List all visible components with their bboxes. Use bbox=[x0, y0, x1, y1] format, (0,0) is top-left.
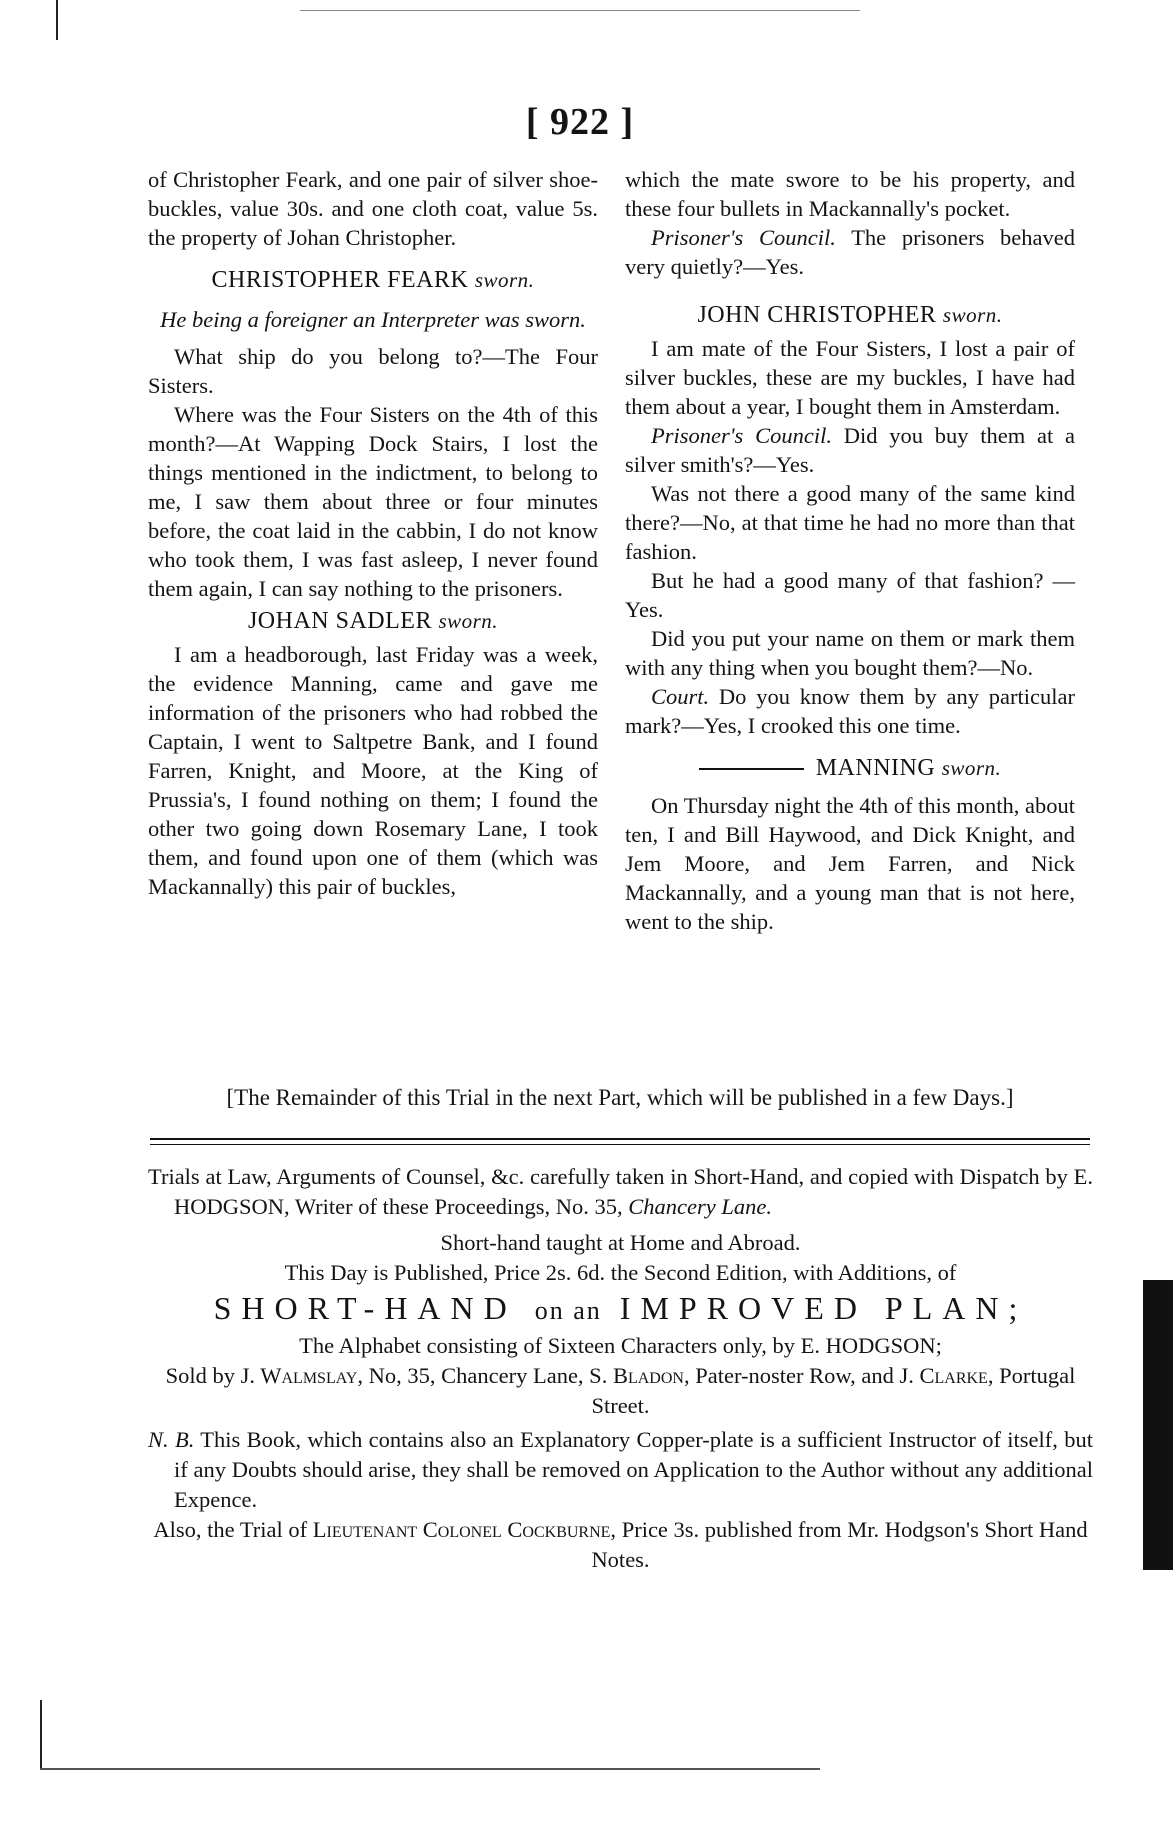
page-number: [ 922 ] bbox=[525, 101, 635, 143]
question-text: Did you buy them at a silver smith's?—Yes. bbox=[625, 423, 1075, 477]
services-address: Chancery Lane. bbox=[628, 1194, 772, 1219]
book-title bbox=[148, 1288, 1093, 1331]
testimony-paragraph: Did you put your name on them or mark them with any thing when you bought them?—No. bbox=[625, 626, 1075, 680]
witness-name: CHRISTOPHER FEARK bbox=[211, 267, 469, 293]
trial-name: Lieutenant Colonel Cockburne, bbox=[312, 1517, 617, 1542]
sold-text: No, 35, Chancery Lane, S. bbox=[368, 1363, 608, 1388]
seller-name: J. Walmslay, bbox=[240, 1363, 363, 1388]
right-opening-text: which the mate swore to be his property, and these four bullets in Mackannally's pocket. bbox=[625, 167, 1075, 221]
scan-edge-mark bbox=[40, 1700, 42, 1770]
interpreter-note: He being a foreigner an Interpreter was sworn. bbox=[160, 307, 586, 332]
blank-name-dash bbox=[699, 768, 804, 770]
sold-by-line bbox=[148, 1361, 1093, 1421]
testimony-paragraph: But he had a good many of that fashion? —Yes. bbox=[625, 568, 1075, 622]
advertisement-block bbox=[148, 1162, 1093, 1575]
divider-rule bbox=[150, 1144, 1090, 1145]
nota-bene-paragraph bbox=[148, 1425, 1093, 1515]
witness-name: JOHAN SADLER bbox=[247, 608, 432, 634]
seller-name: Clarke, bbox=[919, 1363, 994, 1388]
published-line: This Day is Published, Price 2s. 6d. the Second Edition, with Additions, of bbox=[284, 1260, 957, 1285]
book-title-part1: SHORT-HAND bbox=[213, 1290, 517, 1326]
left-opening-text: of Christopher Feark, and one pair of silver shoe-buckles, value 30s. and one cloth coat, value 5s. the property of Johan Christopher. bbox=[148, 167, 598, 250]
scan-top-line bbox=[300, 10, 860, 11]
witness-heading-christopher-feark bbox=[148, 266, 598, 295]
sworn-label: sworn. bbox=[438, 609, 499, 633]
shorthand-taught-line: Short-hand taught at Home and Abroad. bbox=[440, 1230, 801, 1255]
also-text: Price 3s. published from Mr. Hodgson's Short Hand Notes. bbox=[591, 1517, 1088, 1572]
testimony-paragraph: I am mate of the Four Sisters, I lost a pair of silver buckles, these are my buckles, I have had them about a year, I bought them in Amsterdam. bbox=[625, 336, 1075, 419]
question-paragraph bbox=[625, 421, 1075, 479]
book-title-part2: IMPROVED PLAN; bbox=[619, 1290, 1028, 1326]
alphabet-line: The Alphabet consisting of Sixteen Characters only, by E. HODGSON; bbox=[299, 1333, 942, 1358]
sold-text: Pater-noster Row, and J. bbox=[695, 1363, 914, 1388]
sold-text: Portugal Street. bbox=[591, 1363, 1076, 1418]
testimony-paragraph: Was not there a good many of the same kind there?—No, at that time he had no more than that fashion. bbox=[625, 481, 1075, 564]
testimony-paragraph: On Thursday night the 4th of this month, about ten, I and Bill Haywood, and Dick Knight, and Jem Moore, and Jem Farren, and Nick Mackannally, and a young man that is not here, went to the ship. bbox=[625, 793, 1075, 934]
also-trial-paragraph bbox=[148, 1515, 1093, 1575]
witness-heading-johan-sadler bbox=[148, 607, 598, 636]
sworn-label: sworn. bbox=[941, 756, 1002, 780]
testimony-paragraph: Where was the Four Sisters on the 4th of this month?—At Wapping Dock Stairs, I lost the things mentioned in the indictment, to belong to me, I saw them about three or four minutes before, the coat laid in the cabbin, I do not know who took them, I was fast asleep, I never found them again, I can say nothing to the prisoners. bbox=[148, 402, 598, 601]
left-column bbox=[148, 165, 598, 901]
speaker-label: Court. bbox=[651, 684, 710, 709]
sworn-label: sworn. bbox=[474, 268, 535, 292]
question-text: The prisoners behaved very quietly?—Yes. bbox=[625, 225, 1075, 279]
sold-prefix: Sold by bbox=[165, 1363, 236, 1388]
witness-heading-john-christopher bbox=[625, 301, 1075, 330]
shorthand-services-notice bbox=[148, 1162, 1093, 1222]
services-text: Trials at Law, Arguments of Counsel, &c. carefully taken in Short-Hand, and copied with Dispatch by E. HODGSON, Writer of these Proceedings, No. 35, bbox=[148, 1164, 1093, 1219]
right-column bbox=[625, 165, 1075, 936]
scan-edge-line bbox=[40, 1768, 820, 1770]
testimony-paragraph: What ship do you belong to?—The Four Sisters. bbox=[148, 344, 598, 398]
witness-name: MANNING bbox=[815, 755, 936, 781]
sworn-label: sworn. bbox=[942, 303, 1003, 327]
seller-name: Bladon, bbox=[612, 1363, 690, 1388]
question-paragraph bbox=[625, 223, 1075, 281]
nota-bene-label: N. B. bbox=[148, 1427, 195, 1452]
scan-edge-tab bbox=[1143, 1280, 1173, 1570]
testimony-paragraph: I am a headborough, last Friday was a week, the evidence Manning, came and gave me information of the prisoners who had robbed the Captain, I went to Saltpetre Bank, and I found Farren, Knight, and Moore, at the King of Prussia's, I found nothing on them; I found the other two going down Rosemary Lane, I took them, and found upon one of them (which was Mackannally) this pair of buckles, bbox=[148, 642, 598, 899]
question-text: Do you know them by any particular mark?—Yes, I crooked this one time. bbox=[625, 684, 1076, 738]
witness-heading-manning bbox=[625, 754, 1075, 783]
speaker-label: Prisoner's Council. bbox=[651, 225, 836, 250]
nota-bene-text: This Book, which contains also an Explanatory Copper-plate is a sufficient Instructor of itself, but if any Doubts should arise, they shall be removed on Application to the Author without any additional Expence. bbox=[174, 1427, 1093, 1512]
scan-edge-mark bbox=[56, 0, 58, 40]
witness-name: JOHN CHRISTOPHER bbox=[697, 302, 937, 328]
speaker-label: Prisoner's Council. bbox=[651, 423, 832, 448]
question-paragraph bbox=[625, 682, 1075, 740]
book-title-on: on an bbox=[534, 1296, 602, 1325]
divider-rule bbox=[150, 1138, 1090, 1140]
also-prefix: Also, the Trial of bbox=[153, 1517, 308, 1542]
remainder-note: [The Remainder of this Trial in the next Part, which will be published in a few Days.] bbox=[226, 1085, 1014, 1110]
